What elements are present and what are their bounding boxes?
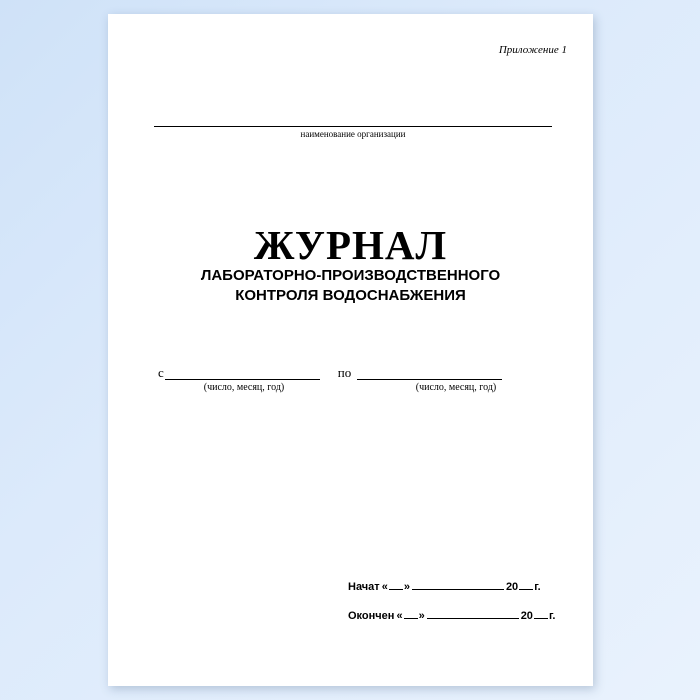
period-from-caption: (число, месяц, год) bbox=[203, 382, 285, 393]
page-subtitle-line-1: ЛАБОРАТОРНО-ПРОИЗВОДСТВЕННОГО bbox=[200, 267, 501, 284]
started-year-field[interactable] bbox=[519, 578, 533, 590]
organization-name-rule bbox=[154, 126, 552, 127]
period-to-caption: (число, месяц, год) bbox=[415, 382, 497, 393]
finished-day-field[interactable] bbox=[404, 607, 418, 619]
started-year-suffix: г. bbox=[534, 581, 541, 593]
finished-quote-open: « bbox=[396, 610, 403, 622]
document-page bbox=[108, 14, 593, 686]
finished-label: Окончен bbox=[348, 610, 395, 622]
started-day-field[interactable] bbox=[389, 578, 403, 590]
organization-name-caption: наименование организации bbox=[300, 129, 406, 139]
started-year-prefix: 20 bbox=[505, 581, 519, 593]
started-month-field[interactable] bbox=[412, 578, 504, 590]
period-from-label: с bbox=[158, 365, 164, 380]
finished-month-field[interactable] bbox=[427, 607, 519, 619]
started-quote-close: » bbox=[403, 581, 410, 593]
finished-year-field[interactable] bbox=[534, 607, 548, 619]
finished-quote-close: » bbox=[418, 610, 425, 622]
finished-year-prefix: 20 bbox=[520, 610, 533, 622]
footer-block bbox=[348, 578, 558, 636]
period-to-label: по bbox=[337, 365, 352, 380]
period-to-field[interactable] bbox=[357, 366, 502, 380]
started-row bbox=[348, 578, 558, 593]
period-block bbox=[158, 366, 548, 406]
finished-year-suffix: г. bbox=[548, 610, 556, 622]
started-quote-open: « bbox=[381, 581, 388, 593]
started-label: Начат bbox=[348, 581, 380, 593]
page-title: ЖУРНАЛ bbox=[253, 222, 448, 268]
period-from-field[interactable] bbox=[165, 366, 320, 380]
appendix-note: Приложение 1 bbox=[498, 44, 567, 56]
page-subtitle-line-2: КОНТРОЛЯ ВОДОСНАБЖЕНИЯ bbox=[235, 287, 466, 304]
finished-row bbox=[348, 607, 558, 622]
